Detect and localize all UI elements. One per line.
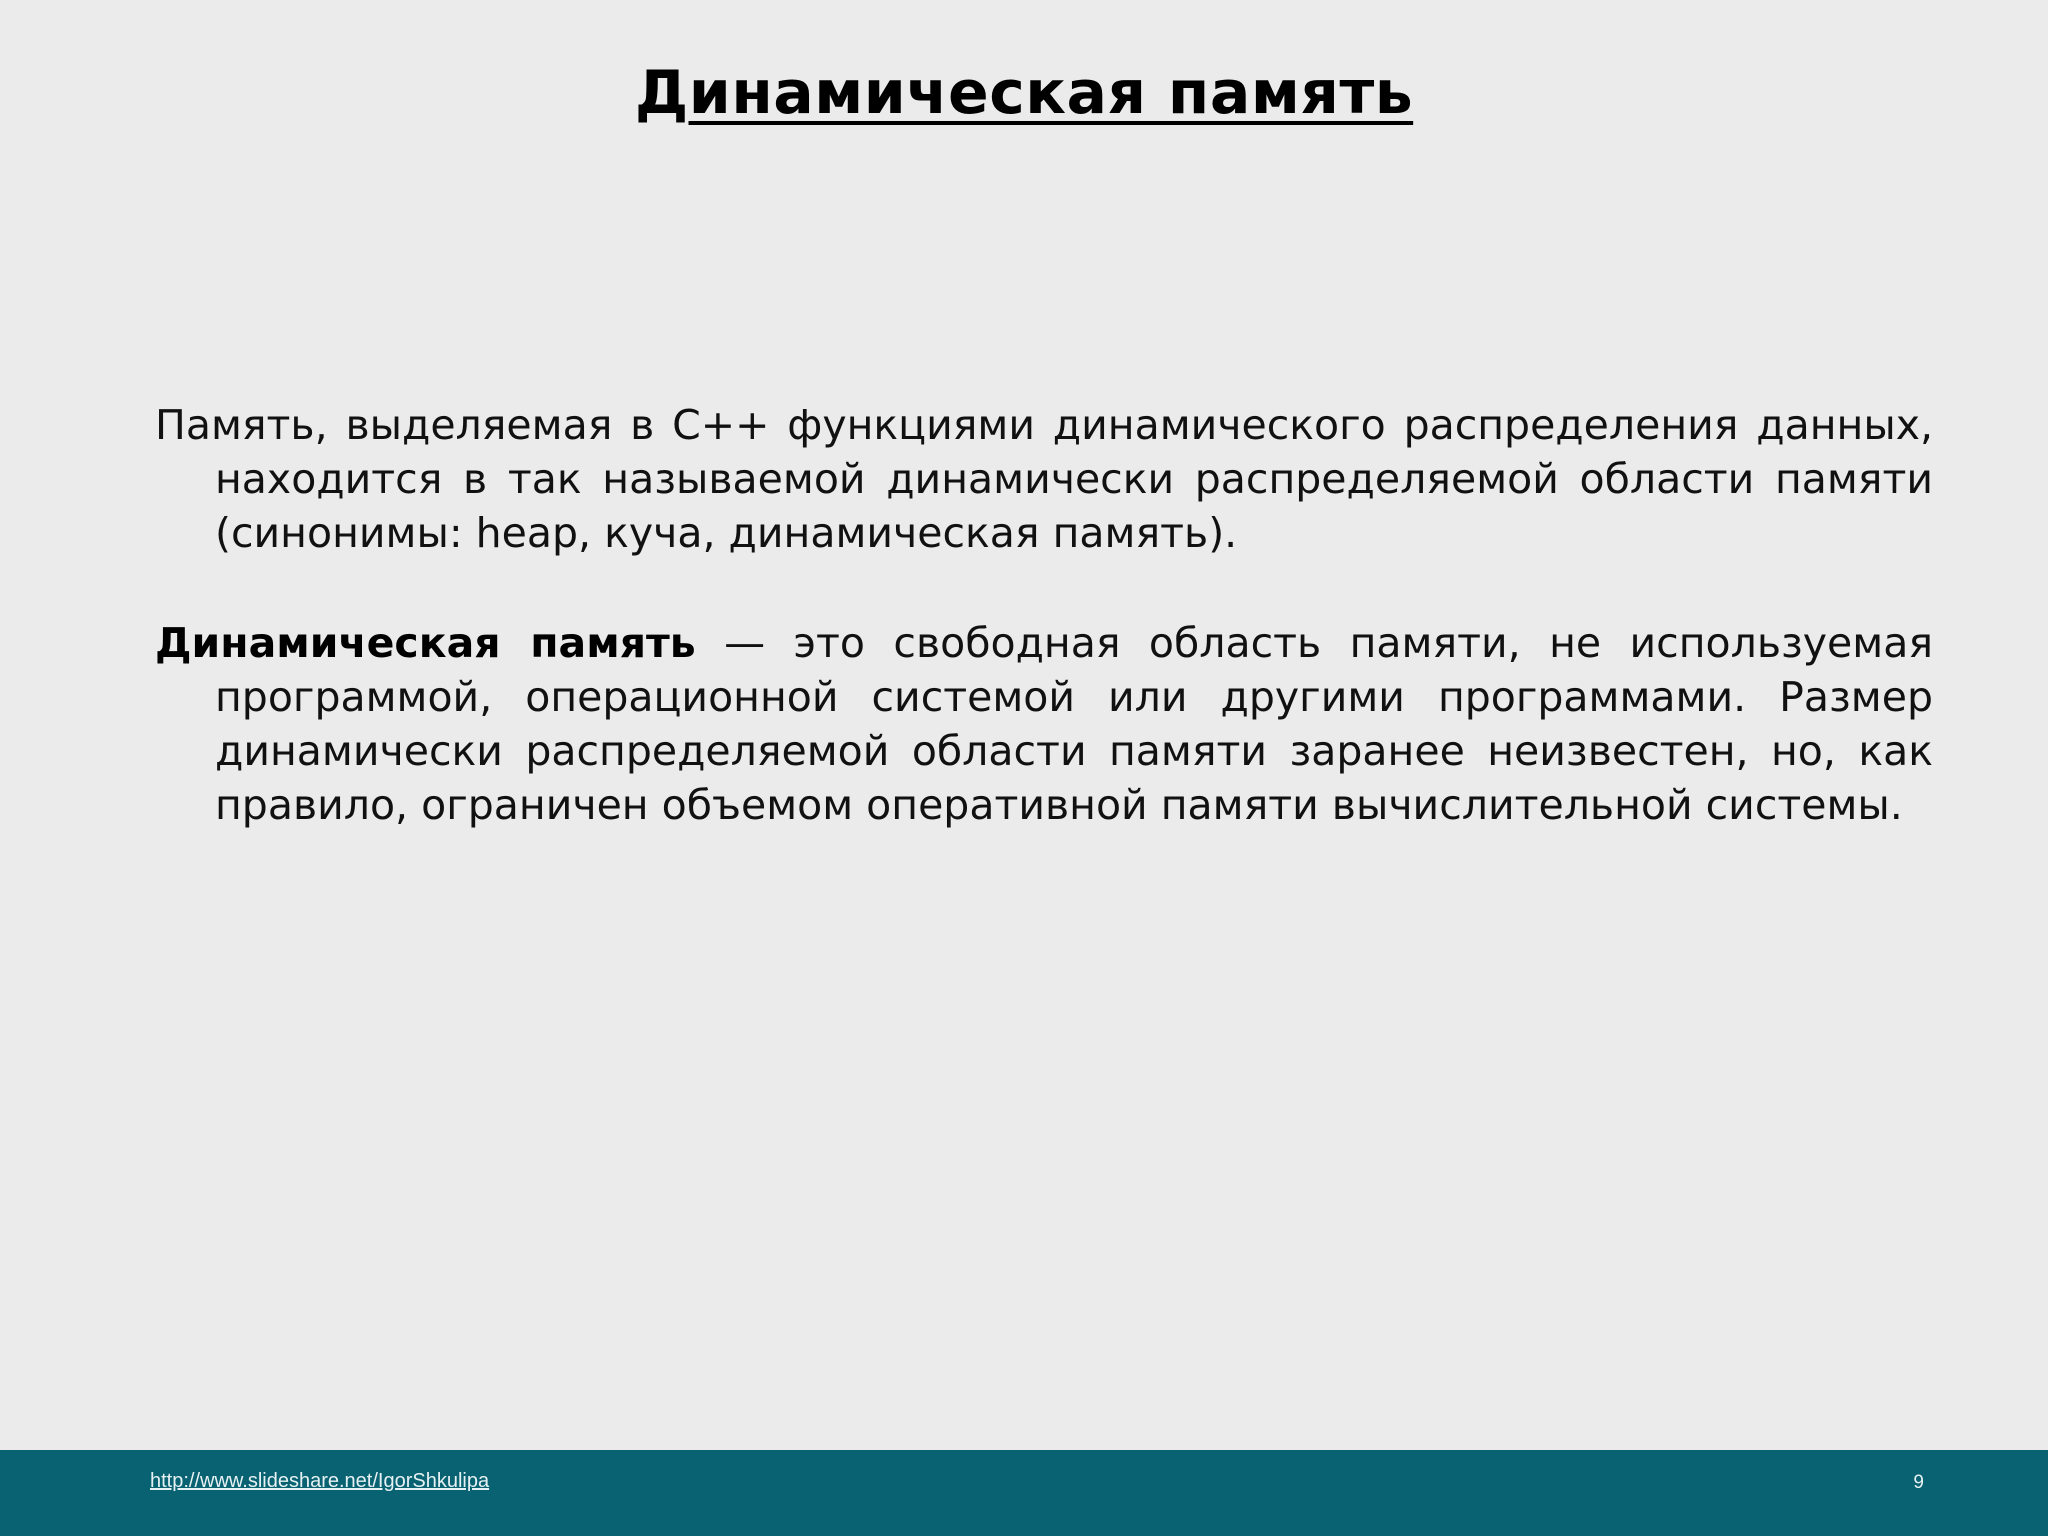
slide-title: Динамическая память [634,58,1414,128]
footer-bar [0,1450,2048,1536]
slide-body [155,398,1933,888]
page-number: 9 [1913,1472,1924,1493]
paragraph-heap-definition: Память, выделяемая в С++ функциями динамического распределения данных, находится в так называемой динамически распределяемой области памяти (синонимы: heap, куча, динамическая память). [155,401,1933,557]
paragraph-dynamic-memory-text: — это свободная область памяти, не используемая программой, операционной системой или другими программами. Размер динамически распределяемой области памяти заранее неизвестен, но, как правило, ограничен объемом оперативной памяти вычислительной системы. [215,619,1933,829]
paragraph-dynamic-memory [155,616,1933,832]
term-dynamic-memory: Динамическая память [155,619,696,667]
footer-source-link[interactable]: http://www.slideshare.net/IgorShkulipa [150,1470,490,1492]
